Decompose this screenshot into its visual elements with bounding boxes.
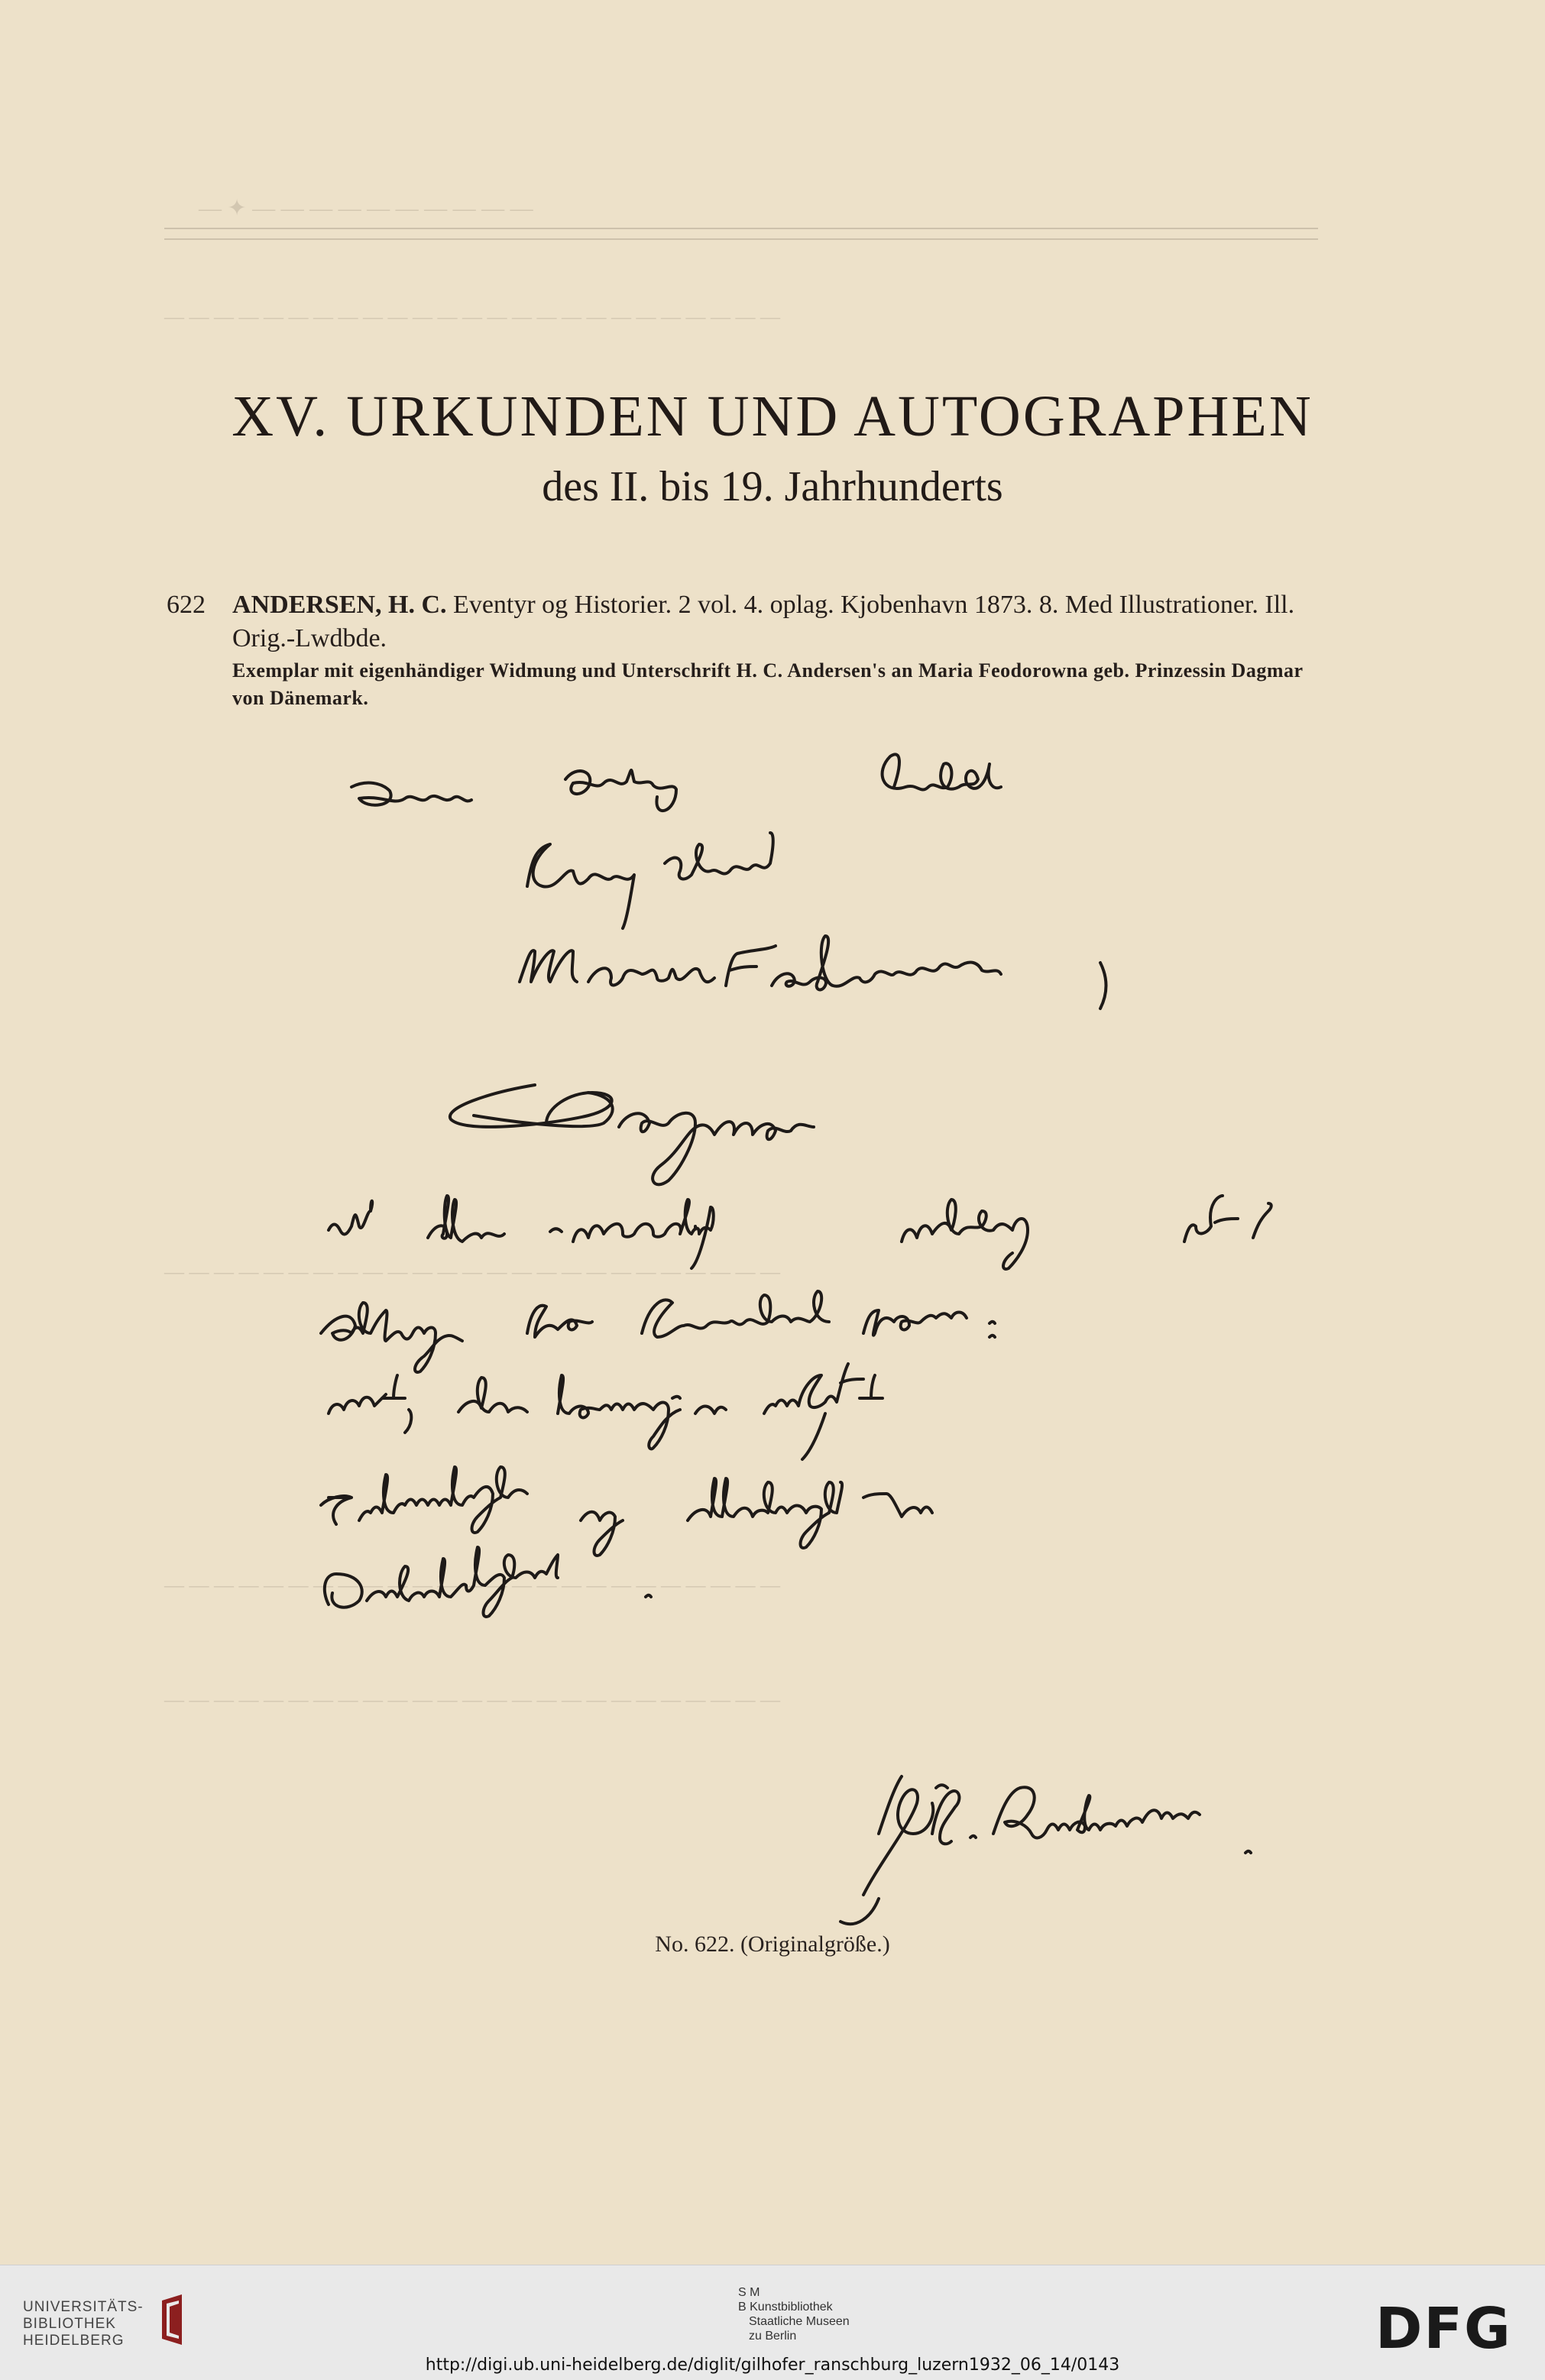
section-subtitle: des II. bis 19. Jahrhunderts xyxy=(542,463,1003,510)
entry-note: Exemplar mit eigenhändiger Widmung und Unterschrift H. C. Andersen's an Maria Feodorowna geb. Prinzessin Dagmar von Dänemark. xyxy=(232,659,1304,709)
museum-logo-text[interactable] xyxy=(738,2285,850,2343)
catalog-page: — ✦ — — — — — — — — — — — — — — — — — — — — — — — — — — — — — — — — — — — — — — — — — — — — — — — — — — — — — — — — — — — — — — — — — — — — — — — — — — — — — — — — — — — — — — — — — — — — — — — — — — — — — — — — — — — — — — XV. URKUNDEN UND AUTOGRAPHEN des II. bis 19. Jahrhunderts 622 ANDERSEN, H. C. Eventyr og Historier. 2 vol. 4. oplag. Kjobenhavn 1873. 8. Med Illustrationer. Ill. Orig.-Lwdbde. Exemplar mit eigenhändiger Widmung und Unterschrift H. C. Andersen's an Maria Feodorowna geb. Prinzessin Dagmar von Dänemark. No. 622. (Originalgröße.) xyxy=(0,0,1545,2265)
museum-line-3: Staatliche Museen xyxy=(749,2315,850,2328)
entry-author: ANDERSEN, H. C. xyxy=(232,591,447,619)
university-library-logo-icon[interactable] xyxy=(159,2293,189,2346)
museum-line-4: zu Berlin xyxy=(749,2330,797,2343)
university-line-2: BIBLIOTHEK xyxy=(23,2316,116,2332)
section-title: XV. URKUNDEN UND AUTOGRAPHEN xyxy=(232,384,1313,448)
digitization-footer xyxy=(0,2265,1545,2380)
university-line-3: HEIDELBERG xyxy=(23,2333,125,2349)
museum-line-2: B Kunstbibliothek xyxy=(738,2301,833,2314)
university-library-logo-text[interactable] xyxy=(23,2299,144,2349)
entry-number: 622 xyxy=(167,591,206,619)
source-url-link[interactable]: http://digi.ub.uni-heidelberg.de/diglit/gilhofer_ranschburg_luzern1932_06_14/0143 xyxy=(425,2356,1120,2375)
entry-citation: Eventyr og Historier. 2 vol. 4. oplag. Kjobenhavn 1873. 8. Med Illustrationer. Ill. Orig.-Lwdbde. xyxy=(232,591,1295,652)
dfg-logo[interactable]: DFG xyxy=(1375,2296,1512,2362)
figure-caption: No. 622. (Originalgröße.) xyxy=(655,1932,890,1957)
university-line-1: UNIVERSITÄTS- xyxy=(23,2299,144,2315)
museum-line-1: S M xyxy=(738,2286,760,2299)
